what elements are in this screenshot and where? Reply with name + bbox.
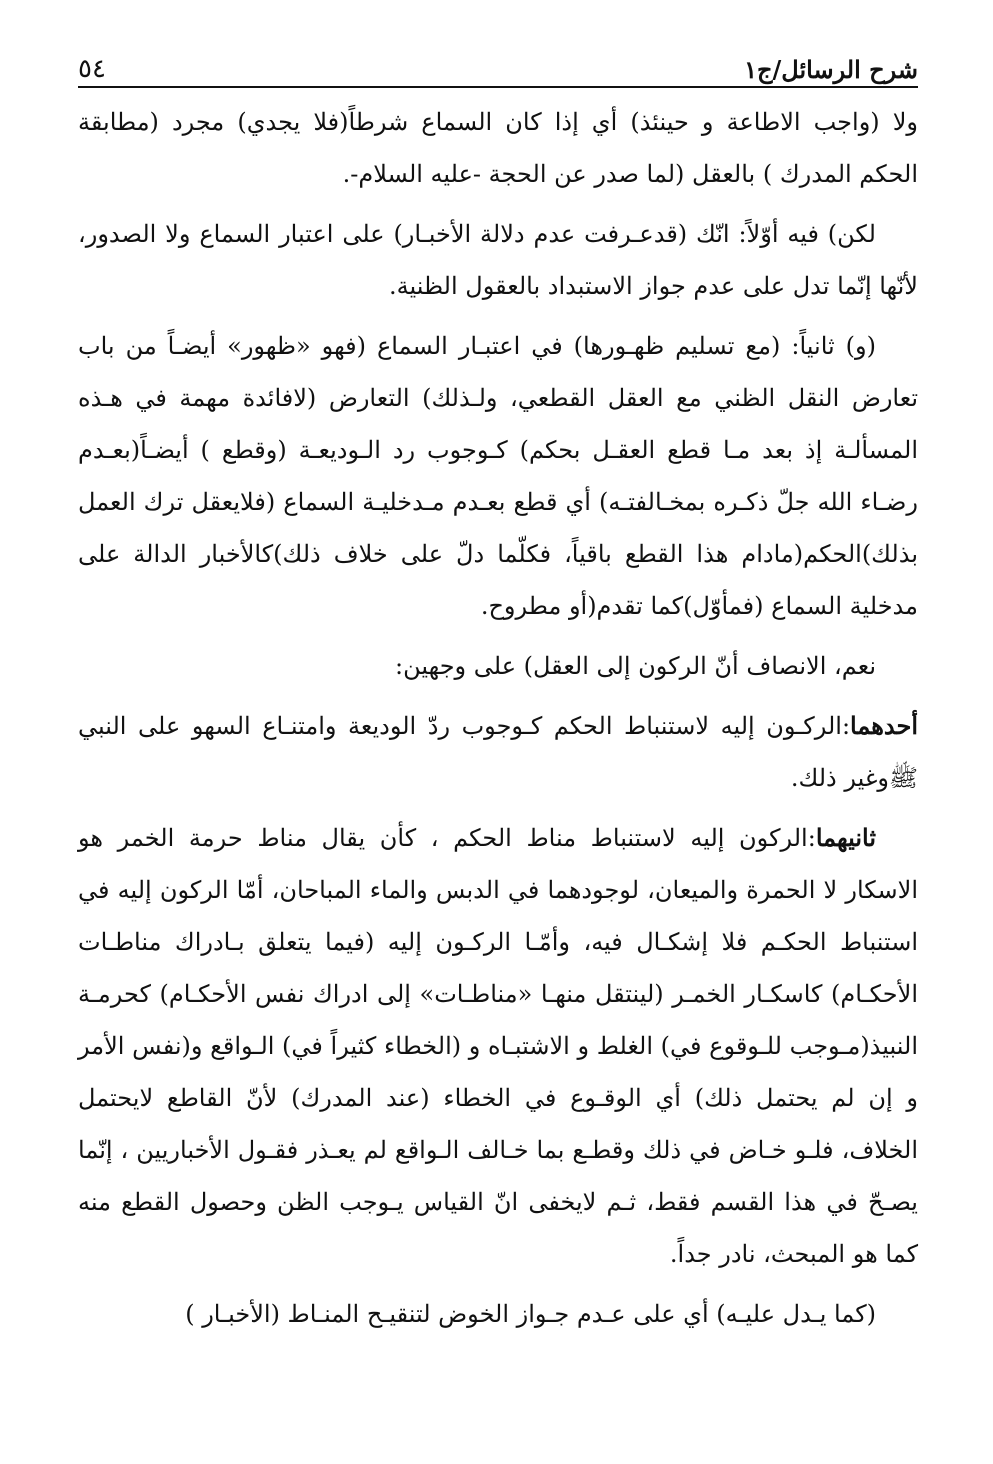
body-text [78,96,918,1340]
paragraph-6-text: :الركون إليه لاستنباط مناط الحكم ، كأن يقال مناط حرمة الخمر هو الاسكار لا الحمرة والميعان، لوجودهما في الدبس والماء المباحان، أمّا الركون إليه في استنباط الحكـم فلا إشكـال فيه، وأمّـا الركـون إليه (فيما يتعلق بـادراك مناطـات الأحكـام) كاسكـار الخمـر (لينتقل منهـا «مناطـات» إلى ادراك نفس الأحكـام) كحرمـة النبيذ(مـوجب للـوقوع في) الغلط و الاشتبـاه و (الخطاء كثيراً في) الـواقع و(نفس الأمر و إن لم يحتمل ذلك) أي الوقـوع في الخطاء (عند المدرك) لأنّ القاطع لايحتمل الخلاف، فلـو خـاض في ذلك وقطـع بما خـالف الـواقع لم يعـذر فقـول الأخباريين ، إنّما يصـحّ في هذا القسم فقط، ثـم لايخفى انّ القياس يـوجب الظن وحصول القطع منه كما هو المبحث، نادر جداً. [78,824,918,1268]
paragraph-5-text: :الركـون إليه لاستنباط الحكم كـوجوب ردّ الوديعة وامتنـاع السهو على النبي ﷺوغير ذلك. [78,712,918,792]
running-head [78,38,918,84]
header-rule [78,86,918,88]
paragraph-6 [78,812,918,1280]
book-title: شرح الرسائل/ج١ [744,55,918,84]
paragraph-5 [78,700,918,804]
document-page [78,38,918,1438]
page-number: ٥٤ [78,54,106,84]
paragraph-6-lead: ثانيهما [815,823,876,852]
paragraph-5-lead: أحدهما [850,711,918,740]
paragraph-4: نعم، الانصاف أنّ الركون إلى العقل) على وجهين: [395,652,876,680]
paragraph-1: ولا (واجب الاطاعة و حينئذ) أي إذا كان السماع شرطاً(فلا يجدي) مجرد (مطابقة الحكم المدرك ) بالعقل (لما صدر عن الحجة -عليه السلام-. [78,108,918,188]
paragraph-2: لكن) فيه أوّلاً: انّك (قدعـرفت عدم دلالة الأخبـار) على اعتبار السماع ولا الصدور، لأنّها إنّما تدل على عدم جواز الاستبداد بالعقول الظنية. [78,220,918,300]
paragraph-7: (كما يـدل عليـه) أي على عـدم جـواز الخوض لتنقيـح المنـاط (الأخبـار ) [185,1300,876,1328]
paragraph-3: (و) ثانياً: (مع تسليم ظهـورها) في اعتبـار السماع (فهو «ظهور» أيضـاً من باب تعارض النقل الظني مع العقل القطعي، ولـذلك) التعارض (لافائدة مهمة في هـذه المسألـة إذ بعد مـا قطع العقـل بحكم) كـوجوب رد الـوديعـة (وقطع ) أيضـاً(بعـدم رضـاء الله جلّ ذكـره بمخـالفتـه) أي قطع بعـدم مـدخليـة السماع (فلايعقل ترك العمل بذلك)الحكم(مادام هذا القطع باقياً، فكلّما دلّ على خلاف ذلك)كالأخبار الدالة على مدخلية السماع (فمأوّل)كما تقدم(أو مطروح. [78,332,918,620]
